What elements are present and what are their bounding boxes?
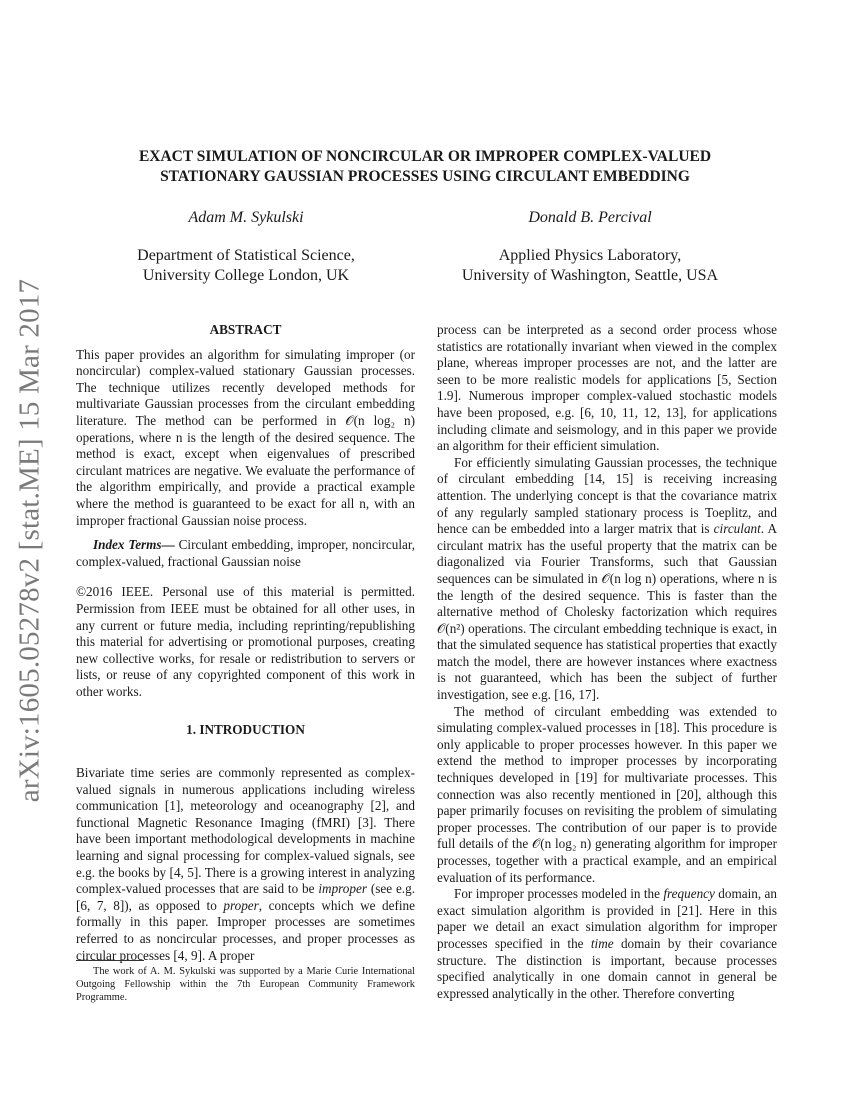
index-terms-label: Index Terms—: [93, 537, 175, 553]
title-line-1: EXACT SIMULATION OF NONCIRCULAR OR IMPROPER COMPLEX-VALUED: [138, 148, 712, 165]
abstract-heading: ABSTRACT: [209, 322, 282, 337]
author-name: Donald B. Percival: [528, 209, 652, 226]
author-name: Adam M. Sykulski: [188, 209, 304, 226]
paragraph: process can be interpreted as a second order process whose statistics are rotationally invariant when viewed in the complex plane, whereas improper processes are not, and the latter are seen to be more realistic models for applications [5, Section 1.9]. Numerous improper complex-valued stochastic models have been proposed, e.g. [6, 10, 11, 12, 13], for applications including climate and seismology, and in this paper we provide an algorithm for their efficient simulation.: [437, 322, 777, 454]
author-block-2: [430, 208, 750, 286]
paper-title: [100, 147, 750, 187]
left-column: [76, 322, 415, 964]
footnote-rule: [76, 960, 144, 961]
author-affiliation: Applied Physics Laboratory,: [498, 247, 682, 264]
abstract-text: This paper provides an algorithm for simulating improper (or noncircular) complex-valued stationary Gaussian processes. The technique utilizes recently developed methods for multivariate Gaussian processes from the circulant embedding literature. The method can be performed in 𝒪(n log₂ n) operations, where n is the length of the desired sequence. The method is exact, except when eigenvalues of prescribed circulant matrices are negative. We evaluate the performance of the algorithm empirically, and provide a practical example where the method is guaranteed to be exact for all n, with an improper fractional Gaussian noise process.: [76, 346, 415, 528]
paragraph: The method of circulant embedding was extended to simulating complex-valued processes in [18]. This procedure is only applicable to proper processes however. In this paper we extend the method to improper processes by incorporating techniques developed in [19] for multivariate processes. This connection was also recently mentioned in [20], although this paper primarily focuses on revisiting the problem of simulating proper processes. The contribution of our paper is to provide full details of the 𝒪(n log₂ n) generating algorithm for improper processes, together with a practical example, and an empirical evaluation of its performance.: [437, 703, 777, 885]
footnote: The work of A. M. Sykulski was supported by a Marie Curie International Outgoing Fellowship within the 7th European Community Framework Programme.: [76, 966, 415, 1003]
arxiv-stamp: arXiv:1605.05278v2 [stat.ME] 15 Mar 2017: [13, 278, 46, 802]
index-terms: Index Terms— Circulant embedding, improper, noncircular, complex-valued, fractional Gaussian noise: [76, 537, 416, 569]
title-line-2: STATIONARY GAUSSIAN PROCESSES USING CIRCULANT EMBEDDING: [160, 168, 690, 185]
paragraph: For efficiently simulating Gaussian processes, the technique of circulant embedding [14, 15] is receiving increasing attention. The underlying concept is that the covariance matrix of any regularly sampled stationary process is Toeplitz, and hence can be embedded into a larger matrix that is circulant. A circulant matrix has the useful property that the matrix can be diagonalized via Fourier Transforms, such that Gaussian sequences can be simulated in 𝒪(n log n) operations, where n is the length of the desired sequence. This is faster than the alternative method of Cholesky factorization which requires 𝒪(n²) operations. The circulant embedding technique is exact, in that the simulated sequence has statistical properties that exactly match the model, there are however instances where exactness is not guaranteed, which has been the subject of further investigation, see e.g. [16, 17].: [437, 454, 777, 703]
author-affiliation: Department of Statistical Science,: [137, 247, 355, 264]
author-affiliation: University of Washington, Seattle, USA: [461, 267, 719, 284]
section-heading-introduction: 1. INTRODUCTION: [186, 722, 305, 738]
copyright-notice: ©2016 IEEE. Personal use of this material is permitted. Permission from IEEE must be obtained for all other uses, in any current or future media, including reprinting/republishing this material for advertising or promotional purposes, creating new collective works, for resale or redistribution to servers or lists, or reuse of any copyrighted component of this work in other works.: [76, 584, 415, 699]
intro-paragraph: Bivariate time series are commonly represented as complex-valued signals in numerous applications including wireless communication [1], meteorology and oceanography [2], and functional Magnetic Resonance Imaging (fMRI) [3]. There have been important methodological developments in machine learning and signal processing for complex-valued signals, see e.g. the books by [4, 5]. There is a growing interest in analyzing complex-valued processes that are said to be improper (see e.g. [6, 7, 8]), as opposed to proper, concepts which we define formally in this paper. Improper processes are sometimes referred to as noncircular processes, and proper processes as circular processes [4, 9]. A proper: [76, 765, 415, 963]
paragraph: For improper processes modeled in the frequency domain, an exact simulation algorithm is provided in [21]. Here in this paper we detail an exact simulation algorithm for improper processes specified in the time domain by their covariance structure. The distinction is important, because processes specified analytically in one domain cannot in general be expressed analytically in the other. Therefore converting: [437, 886, 777, 1001]
right-column: [437, 322, 777, 1002]
author-affiliation: University College London, UK: [142, 267, 350, 284]
author-block-1: [96, 208, 396, 286]
